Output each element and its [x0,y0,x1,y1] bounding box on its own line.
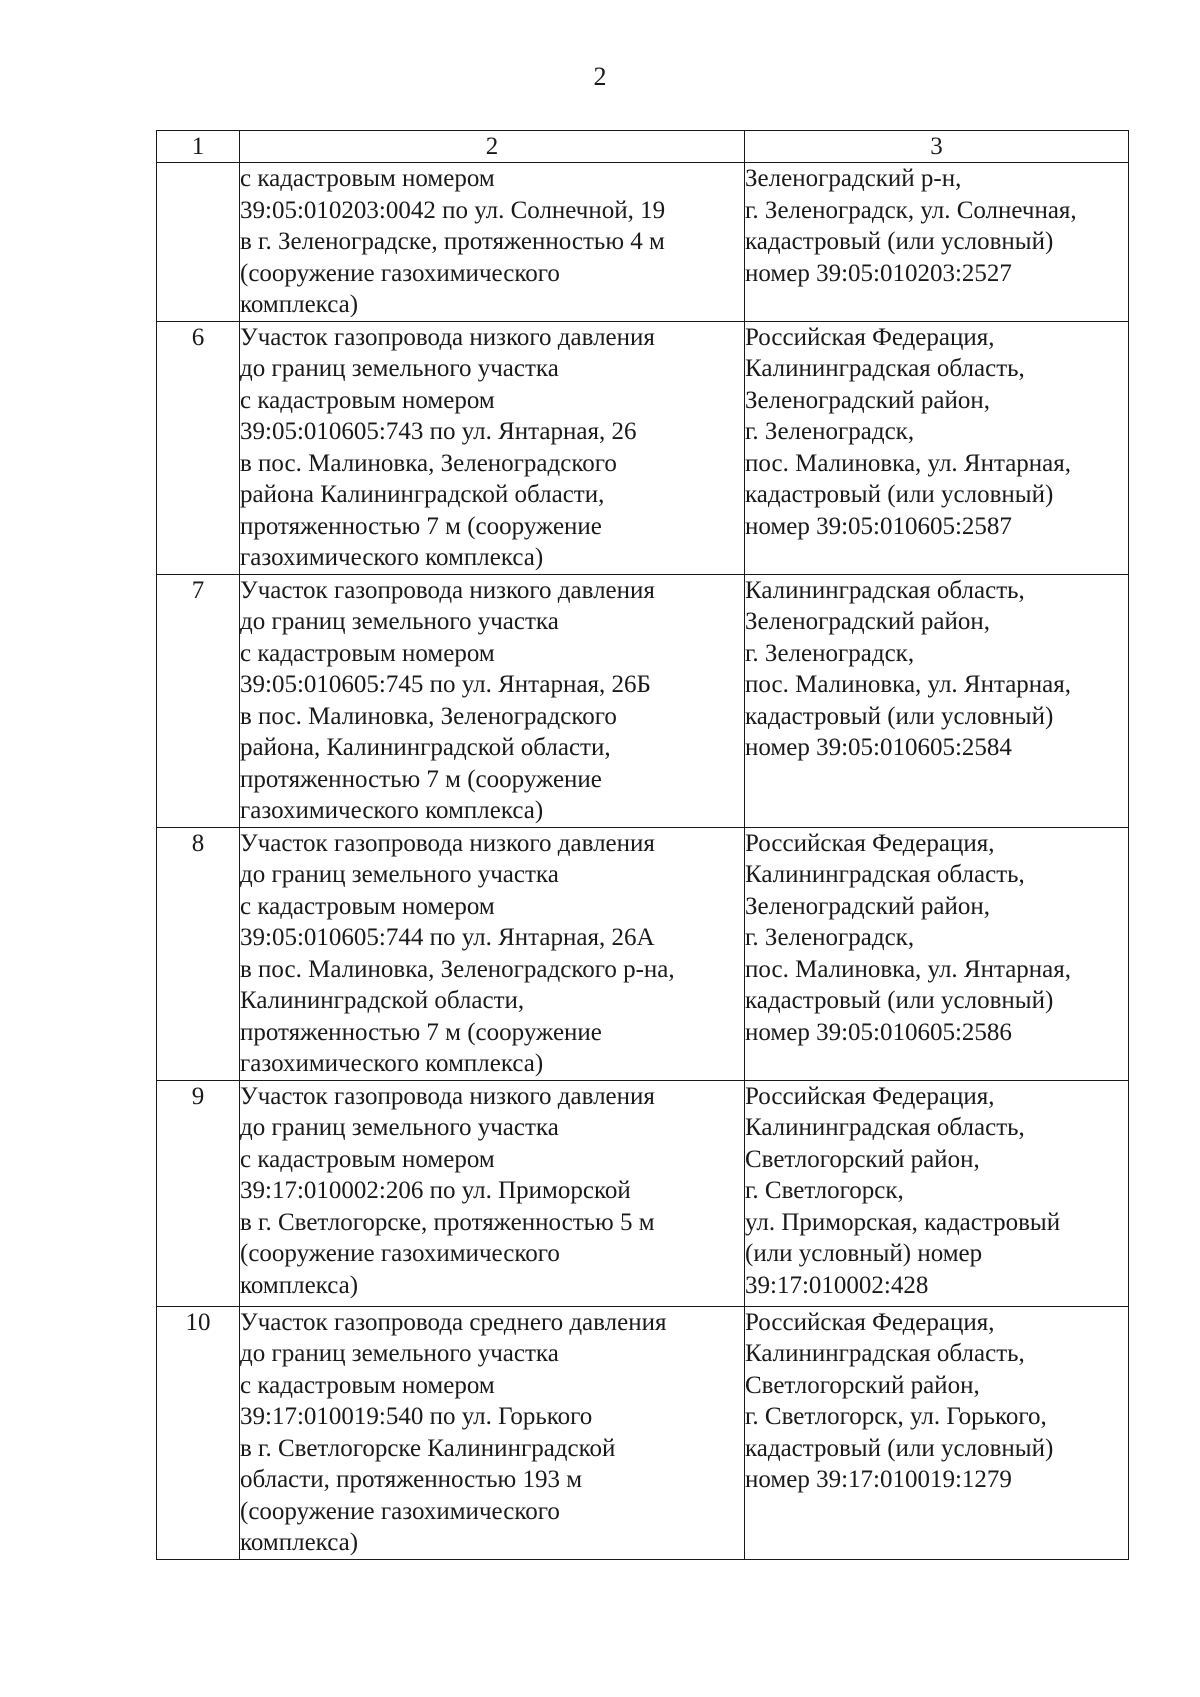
description-line: с кадастровым номером [240,639,495,667]
address-line: кадастровый (или условный) [745,228,1054,255]
address-line: г. Зеленоградск, [745,924,915,951]
address-line: номер 39:05:010203:2527 [745,259,1012,287]
address-line: г. Зеленоградск, [745,418,915,445]
description-line: района Калининградской области, [240,481,605,508]
description-line: с кадастровым номером [240,1371,495,1399]
description-line: с кадастровым номером [240,386,495,414]
description-line: в пос. Малиновка, Зеленоградского [240,702,617,730]
column-header: 2 [240,131,745,163]
address-line: ул. Приморская, кадастровый [745,1208,1061,1236]
table-row [157,321,1129,574]
description-line: Участок газопровода низкого давления [240,576,655,604]
address-line: номер 39:05:010605:2584 [745,734,1012,761]
description-line: до границ земельного участка [240,608,559,635]
description-line: (сооружение газохимического [240,1240,560,1267]
address-line: г. Зеленоградск, ул. Солнечная, [745,196,1077,224]
object-address-cell [745,1306,1129,1559]
address-line: Российская Федерация, [745,829,995,857]
table-row [157,1306,1129,1559]
description-line: протяженностью 7 м (сооружение [240,765,602,793]
address-line: Калининградская область, [745,861,1025,888]
address-line: 39:17:010002:428 [745,1271,929,1299]
description-line: (сооружение газохимического [240,259,560,287]
object-description-cell [240,574,745,827]
address-line: кадастровый (или условный) [745,702,1054,730]
description-line: 39:17:010019:540 по ул. Горького [240,1403,593,1430]
description-line: в г. Светлогорске Калининградской [240,1434,616,1462]
address-line: Зеленоградский р-н, [745,165,962,192]
table-row [157,574,1129,827]
description-line: 39:05:010605:743 по ул. Янтарная, 26 [240,418,637,445]
description-line: комплекса) [240,1271,359,1299]
description-line: 39:05:010203:0042 по ул. Солнечной, 19 [240,196,666,224]
column-header: 1 [157,131,240,163]
object-address-cell [745,827,1129,1080]
row-number: 9 [157,1080,240,1306]
address-line: пос. Малиновка, ул. Янтарная, [745,671,1072,698]
address-line: Калининградская область, [745,576,1025,604]
table-row [157,1080,1129,1306]
table-row [157,163,1129,322]
address-line: (или условный) номер [745,1240,983,1267]
address-line: номер 39:05:010605:2586 [745,1018,1012,1046]
row-number [157,163,240,322]
row-number: 8 [157,827,240,1080]
object-description-cell [240,321,745,574]
description-line: комплекса) [240,1529,359,1556]
address-line: Калининградская область, [745,1114,1025,1141]
object-description-cell [240,827,745,1080]
description-line: в г. Светлогорске, протяженностью 5 м [240,1208,655,1236]
description-line: до границ земельного участка [240,861,559,888]
description-line: в пос. Малиновка, Зеленоградского р-на, [240,955,675,983]
address-line: г. Светлогорск, ул. Горького, [745,1403,1047,1430]
address-line: пос. Малиновка, ул. Янтарная, [745,449,1072,477]
address-line: г. Зеленоградск, [745,639,915,667]
row-number: 6 [157,321,240,574]
description-line: газохимического комплекса) [240,544,544,571]
object-address-cell [745,321,1129,574]
description-line: с кадастровым номером [240,165,495,192]
description-line: в пос. Малиновка, Зеленоградского [240,449,617,477]
address-line: Зеленоградский район, [745,386,990,414]
object-description-cell [240,1080,745,1306]
objects-table [156,130,1129,1560]
description-line: 39:17:010002:206 по ул. Приморской [240,1177,631,1204]
object-description-cell [240,163,745,322]
page-number: 2 [593,62,607,91]
description-line: протяженностью 7 м (сооружение [240,1018,602,1046]
object-address-cell [745,163,1129,322]
description-line: до границ земельного участка [240,1114,559,1141]
address-line: Светлогорский район, [745,1371,980,1399]
description-line: газохимического комплекса) [240,797,544,824]
address-line: кадастровый (или условный) [745,987,1054,1014]
column-header: 3 [745,131,1129,163]
address-line: номер 39:17:010019:1279 [745,1466,1012,1493]
object-description-cell [240,1306,745,1559]
table-header-row [157,131,1129,163]
row-number: 10 [157,1306,240,1559]
description-line: (сооружение газохимического [240,1497,560,1525]
address-line: Зеленоградский район, [745,608,990,635]
object-address-cell [745,574,1129,827]
address-line: Зеленоградский район, [745,892,990,920]
description-line: 39:05:010605:745 по ул. Янтарная, 26Б [240,671,651,698]
description-line: Участок газопровода низкого давления [240,1082,655,1110]
description-line: с кадастровым номером [240,892,495,920]
description-line: Калининградской области, [240,987,525,1014]
description-line: до границ земельного участка [240,1340,559,1367]
description-line: Участок газопровода низкого давления [240,829,655,857]
description-line: области, протяженностью 193 м [240,1466,583,1493]
address-line: г. Светлогорск, [745,1177,904,1204]
description-line: Участок газопровода низкого давления [240,323,655,351]
address-line: Российская Федерация, [745,323,995,351]
address-line: Светлогорский район, [745,1145,980,1173]
description-line: с кадастровым номером [240,1145,495,1173]
description-line: в г. Зеленоградске, протяженностью 4 м [240,228,665,255]
description-line: до границ земельного участка [240,355,559,382]
address-line: Российская Федерация, [745,1082,995,1110]
address-line: Российская Федерация, [745,1308,995,1336]
address-line: Калининградская область, [745,355,1025,382]
address-line: пос. Малиновка, ул. Янтарная, [745,955,1072,983]
description-line: комплекса) [240,291,359,318]
address-line: кадастровый (или условный) [745,481,1054,508]
description-line: Участок газопровода среднего давления [240,1308,667,1336]
address-line: кадастровый (или условный) [745,1434,1054,1462]
table-row [157,827,1129,1080]
table-body [157,163,1129,1560]
address-line: номер 39:05:010605:2587 [745,512,1012,540]
row-number: 7 [157,574,240,827]
address-line: Калининградская область, [745,1340,1025,1367]
description-line: 39:05:010605:744 по ул. Янтарная, 26А [240,924,655,951]
description-line: протяженностью 7 м (сооружение [240,512,602,540]
object-address-cell [745,1080,1129,1306]
description-line: газохимического комплекса) [240,1050,544,1077]
description-line: района, Калининградской области, [240,734,611,761]
